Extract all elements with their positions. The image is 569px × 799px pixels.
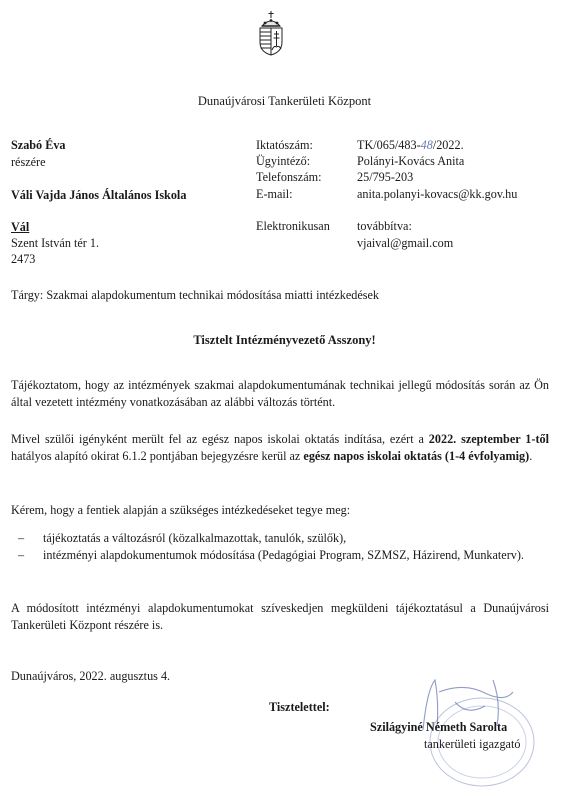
body-paragraph-4: A módosított intézményi alapdokumentumokat szíveskedjen megküldeni tájékoztatásul a Dunaújvárosi Tankerületi Központ részére is. — [11, 601, 549, 632]
recipient-zip: 2473 — [11, 252, 36, 266]
elektronikusan-label: Elektronikusan — [256, 219, 330, 233]
body-paragraph-3: Kérem, hogy a fentiek alapján a szükséges intézkedéseket tegye meg: — [11, 503, 351, 517]
body-paragraph-2 — [11, 431, 549, 465]
list-item-text: intézményi alapdokumentumok módosítása (Pedagógiai Program, SZMSZ, Házirend, Munkaterv). — [43, 548, 524, 562]
salutation: Tisztelt Intézményvezető Asszony! — [193, 333, 376, 347]
recipient-street: Szent István tér 1. — [11, 236, 99, 250]
bullet-marker: – — [18, 531, 25, 545]
closing: Tisztelettel: — [269, 700, 330, 714]
email-value: anita.polanyi-kovacs@kk.gov.hu — [357, 187, 518, 201]
recipient-school: Váli Vajda János Általános Iskola — [11, 188, 187, 202]
place-date: Dunaújváros, 2022. augusztus 4. — [11, 669, 171, 683]
body-paragraph-1: Tájékoztatom, hogy az intézmények szakmai alapdokumentumának technikai jellegű módosítás során az Ön által vezetett intézmény vonatkozásában az alábbi változás történt. — [11, 378, 549, 409]
bullet-list — [11, 530, 549, 564]
signer-title: tankerületi igazgató — [424, 737, 521, 751]
p2-text-a: Mivel szülői igényként merült fel az egész napos iskolai oktatás indítása, ezért a — [11, 432, 429, 446]
ugyintezo-value: Polányi-Kovács Anita — [357, 154, 465, 168]
iktatoszam-suffix: /2022. — [432, 138, 464, 152]
iktatoszam-handwritten: 48 — [420, 138, 433, 152]
signer-name: Szilágyiné Németh Sarolta — [370, 720, 508, 734]
telefon-value: 25/795-203 — [357, 170, 414, 184]
tovabbitva-value: vjaival@gmail.com — [357, 236, 454, 250]
list-item — [11, 547, 549, 564]
ugyintezo-label: Ügyintéző: — [256, 154, 311, 168]
tovabbitva-label: továbbítva: — [357, 219, 412, 233]
bullet-marker: – — [18, 548, 25, 562]
hungarian-coat-of-arms-icon — [256, 10, 286, 56]
email-label: E-mail: — [256, 187, 293, 201]
recipient-suffix: részére — [11, 155, 46, 169]
organization-header: Dunaújvárosi Tankerületi Központ — [197, 94, 372, 108]
list-item-text: tájékoztatás a változásról (közalkalmazottak, tanulók, szülők), — [43, 531, 347, 545]
p2-program: egész napos iskolai oktatás (1-4 évfolyamig) — [303, 449, 530, 463]
telefon-label: Telefonszám: — [256, 170, 322, 184]
p2-text-c: hatályos alapító okirat 6.1.2 pontjában bejegyzésre kerül az — [11, 449, 304, 463]
p2-date: 2022. szeptember 1-től — [428, 432, 549, 446]
list-item — [11, 530, 549, 547]
recipient-town: Vál — [11, 220, 30, 234]
p2-text-e: . — [529, 449, 533, 463]
iktatoszam-label: Iktatószám: — [256, 138, 313, 152]
iktatoszam-value — [357, 138, 464, 153]
subject-line: Tárgy: Szakmai alapdokumentum technikai módosítása miatti intézkedések — [11, 288, 380, 302]
recipient-name: Szabó Éva — [11, 138, 66, 152]
iktatoszam-prefix: TK/065/483- — [357, 138, 421, 152]
